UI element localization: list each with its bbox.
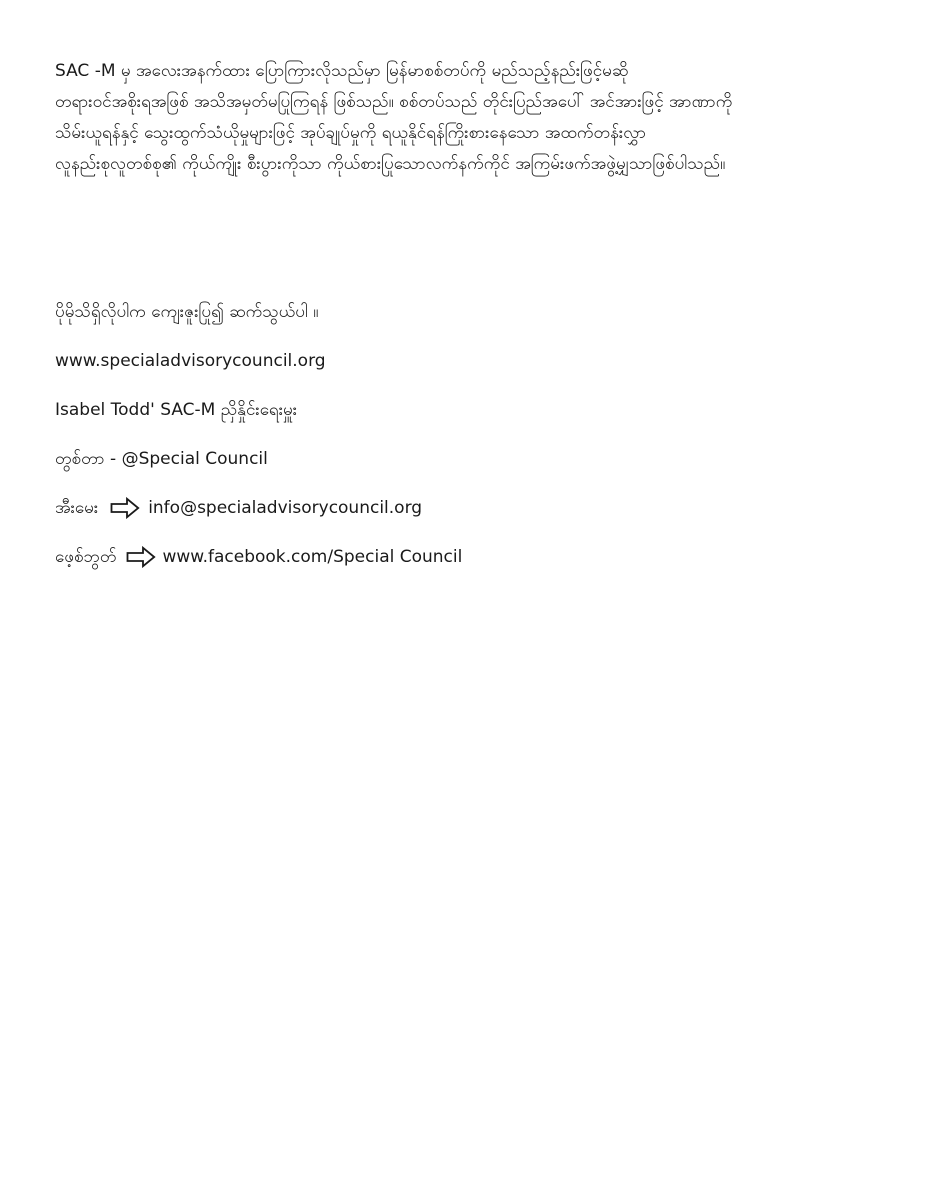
paragraph-line: လူနည်းစုလူတစ်စု၏ ကိုယ်ကျိုး စီးပွားကိုသာ ကိုယ်စားပြုသောလက်နက်ကိုင် အကြမ်းဖက်အဖွဲ့မျှသာဖြစ်ပါသည်။ (55, 154, 726, 174)
email-line (55, 496, 875, 520)
paragraph-line: SAC -M မှ အလေးအနက်ထား ပြောကြားလိုသည်မှာ မြန်မာစစ်တပ်ကို မည်သည့်နည်းဖြင့်မဆို (55, 61, 629, 81)
statement-paragraph (55, 57, 875, 181)
email-link[interactable]: info@specialadvisorycouncil.org (148, 498, 423, 518)
twitter-line: တွစ်တာ - @Special Council (55, 449, 268, 469)
website-link[interactable]: www.specialadvisorycouncil.org (55, 351, 326, 371)
contact-section (55, 300, 875, 569)
email-label: အီးမေး (55, 498, 99, 518)
facebook-link[interactable]: www.facebook.com/Special Council (162, 547, 463, 567)
paragraph-line: တရားဝင်အစိုးရအဖြစ် အသိအမှတ်မပြုကြရန် ဖြစ်သည်။ စစ်တပ်သည် တိုင်းပြည်အပေါ် အင်အားဖြင့် အာဏာကို (55, 92, 733, 112)
contact-person: Isabel Todd' SAC-M ညှိနှိုင်းရေးမှူး (55, 400, 298, 420)
right-arrow-icon (110, 497, 140, 519)
website-line (55, 349, 875, 373)
facebook-line (55, 545, 875, 569)
facebook-label: ဖေ့စ်ဘွတ် (55, 547, 117, 567)
paragraph-line: သိမ်းယူရန်နှင့် သွေးထွက်သံယိုမှုများဖြင့် အုပ်ချုပ်မှုကို ရယူနိုင်ရန်ကြိုးစားနေသော အထက်တန်းလွှာ (55, 123, 647, 143)
contact-intro: ပိုမိုသိရှိလိုပါက ကျေးဇူးပြု၍ ဆက်သွယ်ပါ ။ (55, 302, 319, 322)
right-arrow-icon (126, 546, 156, 568)
